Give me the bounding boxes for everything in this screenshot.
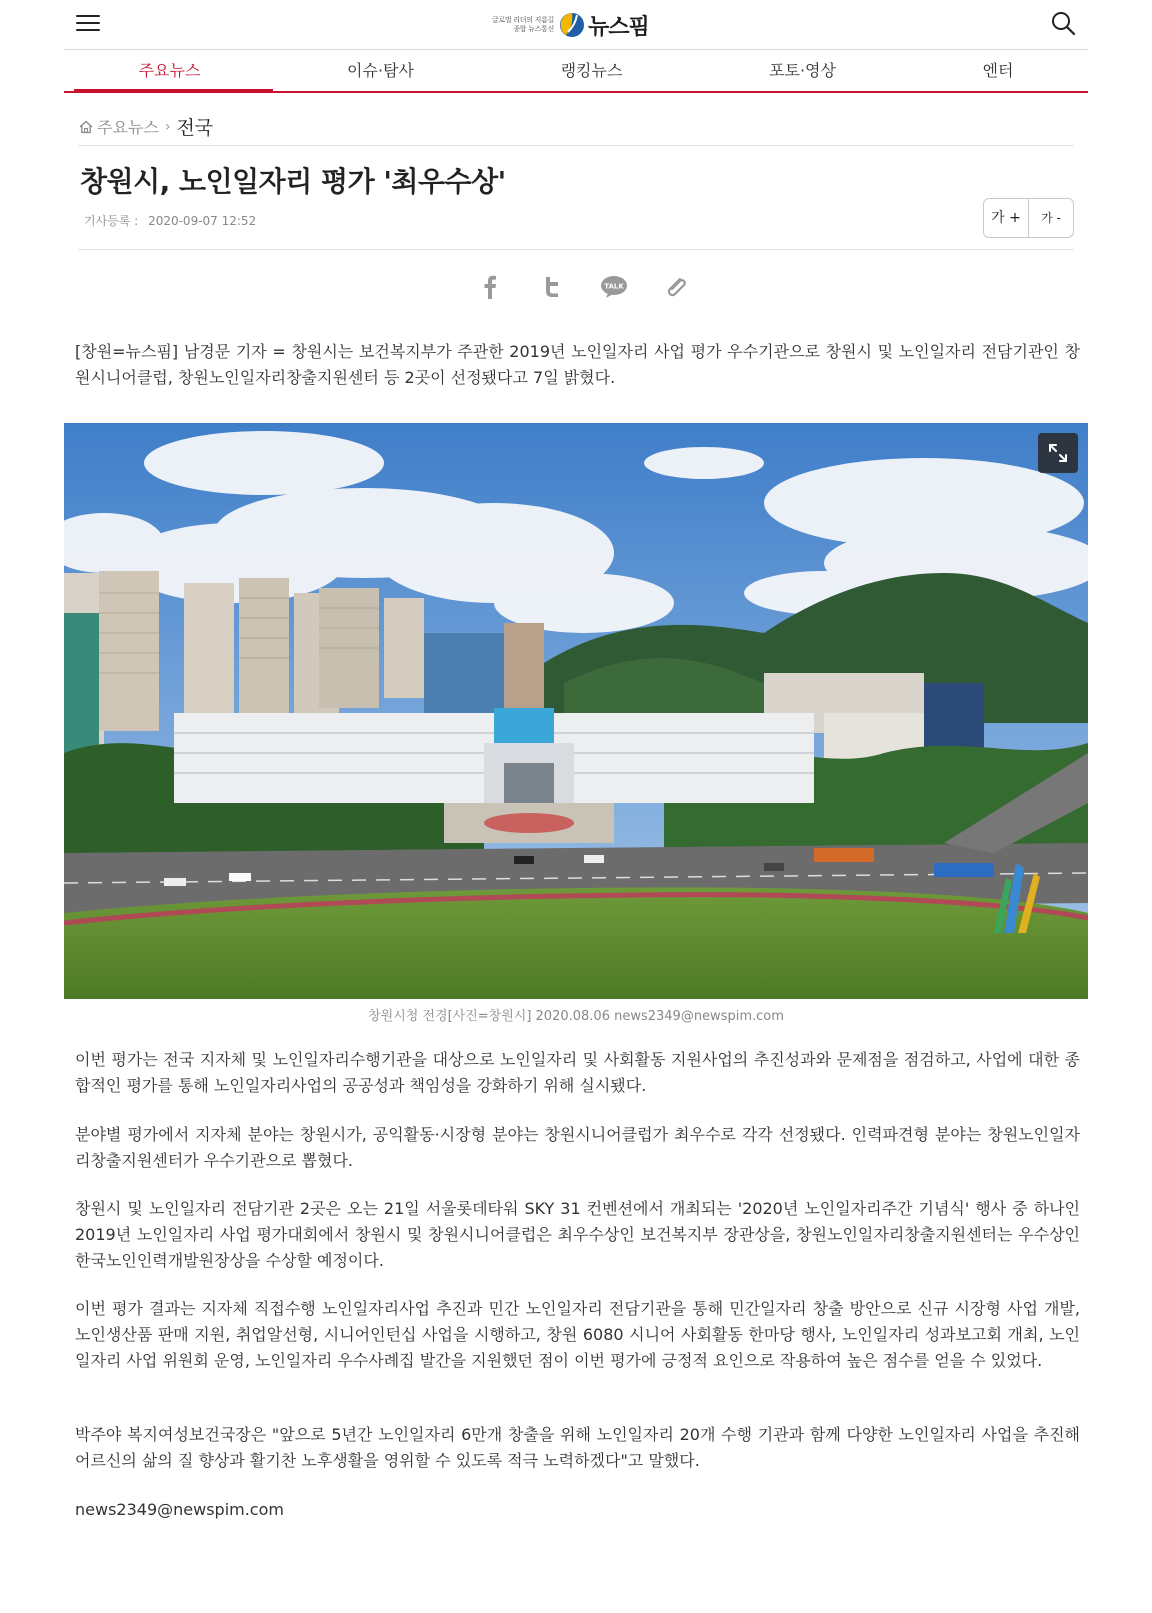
kakaotalk-icon[interactable] — [600, 273, 628, 301]
date-value: 2020-09-07 12:52 — [148, 214, 257, 228]
article-paragraph: 분야별 평가에서 지자체 분야는 창원시가, 공익활동·시장형 분야는 창원시니어클럽가 최우수로 각각 선정됐다. 인력파견형 분야는 창원노인일자리창출지원센터가 우수기관으로 뽑혔다. — [75, 1125, 1080, 1170]
article-paragraph: 창원시 및 노인일자리 전담기관 2곳은 오는 21일 서울롯데타워 SKY 31 컨벤션에서 개최되는 '2020년 노인일자리주간 기념식' 행사 중 하나인 2019년 노인일자리 사업 평가대회에서 창원시 및 창원시니어클럽은 최우수상인 보건복지부 장관상을, 창원노인일자리창출지원센터는 우수상인 한국노인인력개발원장상을 수상할 예정이다. — [75, 1199, 1080, 1270]
date-label: 기사등록 : — [84, 214, 139, 228]
logo-tagline: 글로벌 리더의 지름길 종합 뉴스통신 — [492, 16, 555, 33]
link-copy-icon[interactable] — [662, 273, 690, 301]
site-header — [64, 0, 1088, 50]
city-hall-photo — [64, 423, 1088, 999]
share-bar — [476, 273, 690, 307]
article-paragraph: 박주야 복지여성보건국장은 "앞으로 5년간 노인일자리 6만개 창출을 위해 노인일자리 20개 수행 기관과 함께 다양한 노인일자리 사업을 추진해 어르신의 삶의 질 향상과 활기찬 노후생활을 영위할 수 있도록 적극 노력하겠다"고 말했다. — [75, 1425, 1080, 1470]
chevron-right-icon: › — [164, 118, 171, 135]
nav-tab-issue[interactable]: 이슈·탐사 — [347, 61, 414, 80]
article-photo[interactable] — [64, 423, 1088, 999]
article-lead: [창원=뉴스핌] 남경문 기자 = 창원시는 보건복지부가 주관한 2019년 노인일자리 사업 평가 우수기관으로 창원시 및 노인일자리 전담기관인 창원시니어클럽, 창원노인일자리창출지원센터 등 2곳이 선정됐다고 7일 밝혔다. — [75, 342, 1080, 387]
font-size-control — [983, 198, 1074, 238]
nav-tab-photo-video[interactable]: 포토·영상 — [769, 61, 836, 80]
nav-tab-main-news[interactable]: 주요뉴스 — [64, 50, 275, 91]
logo-name: 뉴스핌 — [588, 14, 649, 40]
breadcrumb-home[interactable] — [78, 115, 159, 138]
breadcrumb — [78, 108, 1074, 146]
nav-tab-ranking[interactable]: 랭킹뉴스 — [560, 61, 623, 80]
article-date — [84, 212, 256, 229]
hamburger-menu-icon[interactable] — [76, 13, 100, 33]
home-icon — [78, 119, 94, 135]
site-logo[interactable] — [492, 10, 649, 40]
breadcrumb-home-label: 주요뉴스 — [97, 118, 159, 137]
search-icon[interactable] — [1050, 10, 1076, 36]
article-paragraph: 이번 평가는 전국 지자체 및 노인일자리수행기관을 대상으로 노인일자리 및 사회활동 지원사업의 추진성과와 문제점을 점검하고, 사업에 대한 종합적인 평가를 통해 노인일자리사업의 공공성과 책임성을 강화하기 위해 실시됐다. — [75, 1050, 1080, 1095]
reporter-email[interactable]: news2349@newspim.com — [75, 1500, 284, 1519]
expand-icon[interactable] — [1038, 433, 1078, 473]
twitter-icon[interactable] — [538, 273, 566, 301]
font-decrease-button[interactable]: 가 - — [1041, 211, 1061, 225]
font-increase-button[interactable]: 가 + — [984, 199, 1029, 237]
logo-mark-icon — [559, 12, 585, 38]
divider — [78, 249, 1074, 250]
nav-tab-entertainment[interactable]: 엔터 — [982, 61, 1014, 80]
facebook-icon[interactable] — [476, 273, 504, 301]
svg-text:TALK: TALK — [604, 282, 624, 291]
main-nav — [64, 50, 1088, 93]
article-title: 창원시, 노인일자리 평가 '최우수상' — [80, 165, 506, 198]
photo-caption: 창원시청 전경[사진=창원시] 2020.08.06 news2349@newspim.com — [368, 1009, 784, 1024]
breadcrumb-current[interactable]: 전국 — [176, 117, 214, 139]
article-paragraph: 이번 평가 결과는 지자체 직접수행 노인일자리사업 추진과 민간 노인일자리 전담기관을 통해 민간일자리 창출 방안으로 신규 시장형 사업 개발, 노인생산품 판매 지원, 취업알선형, 시니어인턴십 사업을 시행하고, 창원 6080 시니어 사회활동 한마당 행사, 노인일자리 성과보고회 개최, 노인일자리 사업 위원회 운영, 노인일자리 우수사례집 발간을 지원했던 점이 이번 평가에 긍정적 요인으로 작용하여 높은 점수를 얻을 수 있었다. — [75, 1299, 1080, 1370]
